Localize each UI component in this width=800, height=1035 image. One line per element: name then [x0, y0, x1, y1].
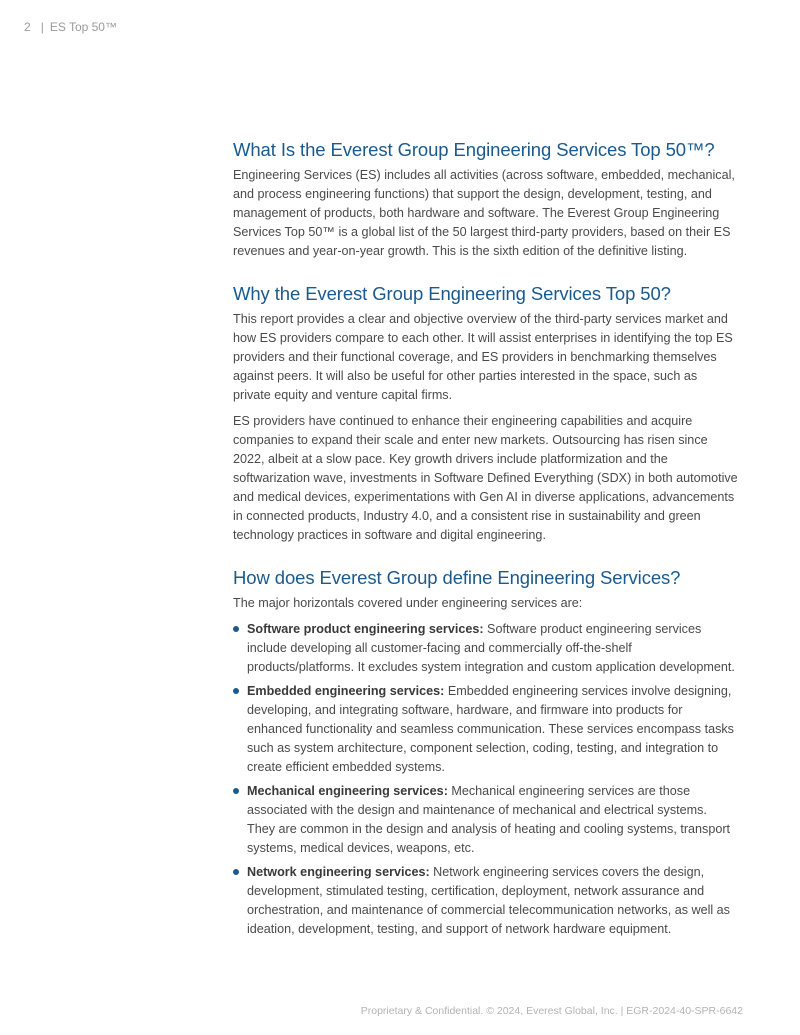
section-what-is — [233, 138, 738, 261]
list-item — [233, 863, 738, 939]
bullet-icon — [233, 869, 239, 875]
list-item-term: Embedded engineering services: — [247, 684, 445, 698]
header-title: ES Top 50™ — [49, 20, 117, 34]
header-separator: | — [40, 20, 44, 34]
list-item-text: Mechanical engineering services are those associated with the design and maintenance of mechanical and electrical systems. They are common in the design and analysis of heating and cooling systems, transport systems, medical devices, weapons, etc. — [247, 784, 731, 855]
list-item — [233, 620, 738, 677]
horizontals-list — [233, 620, 738, 939]
list-item-text: Network engineering services covers the design, development, stimulated testing, certification, deployment, network assurance and orchestration, and maintenance of commercial telecommunication networks, as well as ideation, development, testing, and support of network hardware equipment. — [247, 865, 730, 936]
section-why — [233, 282, 738, 545]
body-paragraph: This report provides a clear and objective overview of the third-party services market and how ES providers compare to each other. It will assist enterprises in identifying the top ES providers and their functional coverage, and ES providers in benchmarking themselves against peers. It will also be useful for other parties interested in the space, such as private equity and venture capital firms. — [233, 312, 733, 402]
list-item-term: Mechanical engineering services: — [247, 784, 448, 798]
bullet-icon — [233, 626, 239, 632]
list-item-term: Software product engineering services: — [247, 622, 484, 636]
body-paragraph: Engineering Services (ES) includes all activities (across software, embedded, mechanical, and process engineering functions) that support the design, development, testing, and management of products, both hardware and software. The Everest Group Engineering Services Top 50™ is a global list of the 50 largest third-party providers, based on their ES revenues and year-on-year growth. This is the sixth edition of the definitive listing. — [233, 168, 735, 258]
list-item-text: Embedded engineering services involve designing, developing, and integrating software, hardware, and firmware into products for enhanced functionality and seamless communication. These services encompass tasks such as system architecture, component selection, coding, testing, and integration to create efficient embedded systems. — [247, 684, 734, 774]
section-how-defined — [233, 566, 738, 939]
page-number: 2 — [24, 20, 31, 34]
bullet-icon — [233, 688, 239, 694]
main-content — [233, 138, 738, 944]
section-heading: What Is the Everest Group Engineering Services Top 50™? — [233, 139, 715, 160]
section-heading: How does Everest Group define Engineering Services? — [233, 567, 681, 588]
section-heading: Why the Everest Group Engineering Services Top 50? — [233, 283, 671, 304]
list-item-term: Network engineering services: — [247, 865, 430, 879]
footer-copyright: Proprietary & Confidential. © 2024, Everest Global, Inc. | EGR-2024-40-SPR-6642 — [360, 1005, 743, 1017]
running-header — [24, 20, 117, 34]
list-item — [233, 682, 738, 777]
body-paragraph: ES providers have continued to enhance their engineering capabilities and acquire companies to expand their scale and enter new markets. Outsourcing has risen since 2022, albeit at a slow pace. Key growth drivers include platformization and the softwarization wave, investments in Software Defined Everything (SDX) in both automotive and medical devices, experimentations with Gen AI in diverse applications, advancements in connected products, Industry 4.0, and a consistent rise in sustainability and green technology practices in software and digital engineering. — [233, 414, 738, 542]
bullet-icon — [233, 788, 239, 794]
list-intro: The major horizontals covered under engineering services are: — [233, 596, 583, 610]
list-item-text: Software product engineering services include developing all customer-facing and commercially off-the-shelf products/platforms. It excludes system integration and custom application development. — [247, 622, 735, 674]
list-item — [233, 782, 738, 858]
